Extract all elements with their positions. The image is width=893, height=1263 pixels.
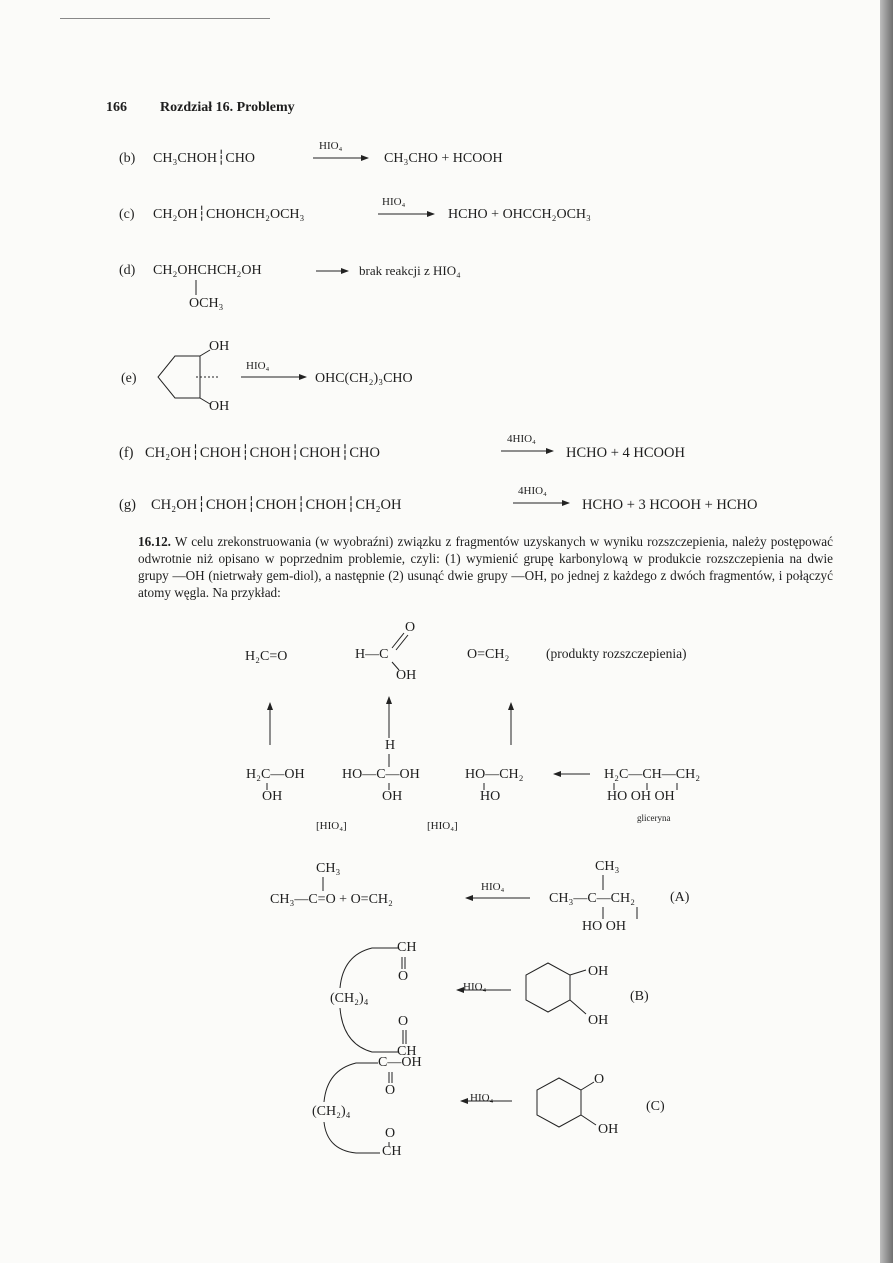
- reaction-c-label: (c): [119, 207, 135, 222]
- example-c-carboxyl: C—OH: [378, 1055, 422, 1070]
- reaction-f-label: (f): [119, 445, 134, 461]
- reagent-hio4: HIO₄: [319, 140, 343, 152]
- example-b-oh-bottom: OH: [588, 1013, 609, 1028]
- reagent-hio4: HIO₄: [246, 360, 270, 372]
- example-c-ring-oh: OH: [598, 1122, 619, 1137]
- reaction-d-methoxy: OCH₃: [189, 296, 224, 311]
- reaction-f-reactant: CH₂OH┆CHOH┆CHOH┆CHOH┆CHO: [145, 445, 380, 461]
- reaction-g-reactant: CH₂OH┆CHOH┆CHOH┆CHOH┆CH₂OH: [151, 497, 402, 513]
- reaction-d-result: brak reakcji z HIO₄: [359, 263, 461, 278]
- formaldehyde-product: H₂C=O: [245, 649, 288, 664]
- cyclohexane-ring: [526, 963, 570, 1012]
- chapter-title: Rozdział 16. Problemy: [160, 100, 295, 115]
- page-number: 166: [106, 100, 127, 115]
- gem-diol-left-oh: OH: [262, 789, 283, 804]
- formic-acid-o: O: [405, 620, 416, 635]
- example-b-o-bottom: O: [398, 1014, 409, 1029]
- example-b-ch-top: CH: [397, 940, 417, 955]
- reaction-g-label: (g): [119, 497, 136, 513]
- problem-text: W celu zrekonstruowania (w wyobraźni) związku z fragmentów uzyskanych w wyniku rozszczepienia, należy postępować odwrotnie niż opisano w poprzednim problemie, czyli: (1) wymienić grupę karbonylową w produkcie rozszczepienia na dwie grupy —OH (nietrwały gem-diol), a następnie (2) usunąć dwie grupy —OH, po jednej z każdego z dwóch fragmentów, i połączyć atomy węgla. Na przykład:: [138, 534, 833, 600]
- reagent-4hio4: 4HIO₄: [518, 485, 547, 497]
- formic-acid-hc: H—C: [355, 647, 389, 662]
- example-b-oh-top: OH: [588, 964, 609, 979]
- reaction-b-label: (b): [119, 151, 136, 166]
- reaction-d-reactant: CH₂OHCHCH₂OH: [153, 263, 262, 278]
- glycerol-formula: H₂C—CH—CH₂: [604, 767, 701, 782]
- formaldehyde-product-2: O=CH₂: [467, 647, 510, 662]
- reaction-e-oh-bottom: OH: [209, 399, 230, 414]
- reagent-hio4: HIO₄: [382, 196, 406, 208]
- reaction-e-product: OHC(CH₂)₃CHO: [315, 371, 413, 386]
- example-c-ch-bottom: CH: [382, 1144, 402, 1159]
- reagent-4hio4: 4HIO₄: [507, 433, 536, 445]
- example-c-o-top: O: [385, 1083, 396, 1098]
- example-c-o-bottom: O: [385, 1126, 396, 1141]
- example-a-ch3-top: CH₃: [316, 861, 341, 876]
- reaction-c-reactant: CH₂OH┆CHOHCH₂OCH₃: [153, 207, 305, 222]
- example-a-diol: CH₃—C—CH₂: [549, 891, 635, 906]
- example-b-o-top: O: [398, 969, 409, 984]
- example-a-products: CH₃—C=O + O=CH₂: [270, 892, 393, 907]
- triol-middle: HO—C—OH: [342, 767, 420, 782]
- triol-h: H: [385, 738, 396, 753]
- reaction-c-products: HCHO + OHCCH₂OCH₃: [448, 207, 591, 222]
- reaction-b-products: CH₃CHO + HCOOH: [384, 151, 503, 166]
- example-c-label: (C): [646, 1099, 665, 1114]
- glycerol-name: gliceryna: [637, 813, 671, 823]
- example-b-label: (B): [630, 989, 649, 1004]
- example-a-diol-oh: HO OH: [582, 919, 626, 934]
- example-b-chain: (CH₂)₄: [330, 991, 369, 1006]
- page-edge-shadow: [880, 0, 893, 1263]
- cyclohexanone-ring: [537, 1078, 581, 1127]
- bracket-hio4-1: [HIO₄]: [316, 820, 347, 832]
- bracket-hio4-2: [HIO₄]: [427, 820, 458, 832]
- example-b-ch-bottom: CH: [397, 1044, 417, 1059]
- reaction-e-label: (e): [121, 371, 137, 386]
- reaction-g-products: HCHO + 3 HCOOH + HCHO: [582, 497, 758, 513]
- reagent-hio4: HIO₄: [470, 1092, 494, 1104]
- example-a-right-ch3: CH₃: [595, 859, 620, 874]
- example-c-ring-o: O: [594, 1072, 605, 1087]
- reagent-hio4: HIO₄: [481, 881, 505, 893]
- formic-acid-oh: OH: [396, 668, 417, 683]
- reaction-d-label: (d): [119, 263, 136, 278]
- triol-oh: OH: [382, 789, 403, 804]
- reaction-b-reactant: CH₃CHOH┆CHO: [153, 151, 255, 166]
- gem-diol-right-ho: HO: [480, 789, 501, 804]
- gem-diol-right: HO—CH₂: [465, 767, 524, 782]
- glycerol-oh-groups: HO OH OH: [607, 789, 675, 804]
- products-note: (produkty rozszczepienia): [546, 646, 687, 661]
- example-c-chain: (CH₂)₄: [312, 1104, 351, 1119]
- reaction-e-oh-top: OH: [209, 339, 230, 354]
- example-a-label: (A): [670, 890, 690, 905]
- problem-number: 16.12.: [138, 534, 171, 549]
- gem-diol-left: H₂C—OH: [246, 767, 305, 782]
- cyclopentane-ring: [158, 356, 200, 398]
- reaction-f-products: HCHO + 4 HCOOH: [566, 445, 685, 461]
- reagent-hio4: HIO₄: [463, 981, 487, 993]
